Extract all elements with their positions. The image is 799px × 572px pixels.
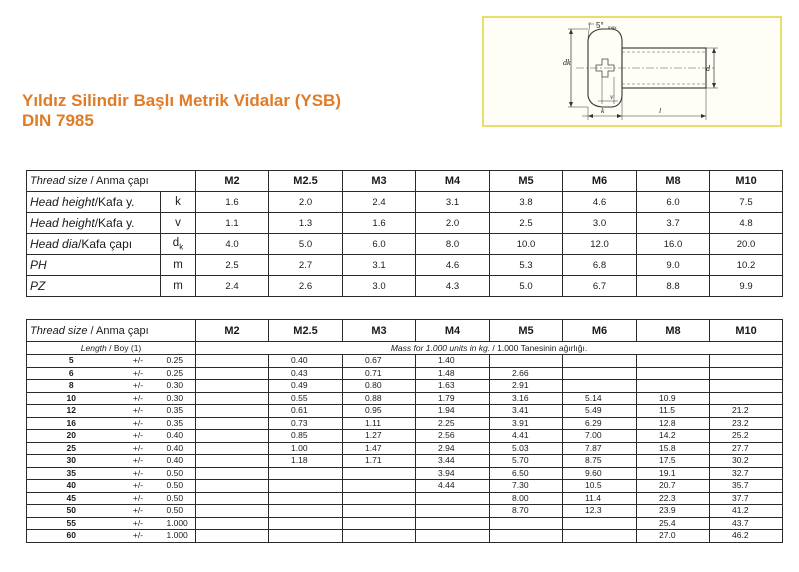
length-value: 16 xyxy=(27,417,116,430)
mass-value xyxy=(269,517,343,530)
size-header: M4 xyxy=(416,320,490,342)
size-header: M6 xyxy=(563,320,637,342)
dimension-symbol: m xyxy=(161,255,196,276)
dimension-value: 4.6 xyxy=(563,192,637,213)
dimension-value: 6.0 xyxy=(637,192,710,213)
tolerance-value: 0.25 xyxy=(161,355,196,368)
length-value: 20 xyxy=(27,430,116,443)
mass-value: 1.63 xyxy=(416,380,490,393)
dimension-value: 3.7 xyxy=(637,213,710,234)
tolerance-sign: +/- xyxy=(116,405,161,418)
dimension-symbol: k xyxy=(161,192,196,213)
mass-value: 8.75 xyxy=(563,455,637,468)
mass-value xyxy=(196,405,269,418)
dimension-value: 2.0 xyxy=(269,192,343,213)
mass-value: 37.7 xyxy=(710,492,783,505)
mass-value xyxy=(269,467,343,480)
mass-value xyxy=(269,480,343,493)
dimension-value: 8.8 xyxy=(637,276,710,297)
mass-value: 11.5 xyxy=(637,405,710,418)
mass-value: 27.7 xyxy=(710,442,783,455)
mass-value xyxy=(343,480,416,493)
mass-row xyxy=(27,492,783,505)
mass-value: 41.2 xyxy=(710,505,783,518)
dimensions-table xyxy=(26,170,783,297)
dimension-value: 4.0 xyxy=(196,234,269,255)
mass-value: 11.4 xyxy=(563,492,637,505)
mass-value xyxy=(490,530,563,543)
label-v: v xyxy=(610,92,614,101)
dimension-value: 2.0 xyxy=(416,213,490,234)
mass-value: 0.73 xyxy=(269,417,343,430)
mass-value xyxy=(343,492,416,505)
tolerance-sign: +/- xyxy=(116,430,161,443)
length-value: 40 xyxy=(27,480,116,493)
mass-value xyxy=(196,492,269,505)
dimension-value: 1.6 xyxy=(343,213,416,234)
mass-value xyxy=(416,517,490,530)
dimension-value: 10.2 xyxy=(710,255,783,276)
length-value: 6 xyxy=(27,367,116,380)
mass-value xyxy=(196,430,269,443)
mass-value xyxy=(196,367,269,380)
mass-value: 8.00 xyxy=(490,492,563,505)
dimension-value: 5.3 xyxy=(490,255,563,276)
dimension-value: 3.0 xyxy=(343,276,416,297)
mass-value: 0.40 xyxy=(269,355,343,368)
mass-value xyxy=(563,530,637,543)
mass-value: 2.25 xyxy=(416,417,490,430)
tolerance-value: 0.50 xyxy=(161,492,196,505)
mass-value: 0.55 xyxy=(269,392,343,405)
length-value: 8 xyxy=(27,380,116,393)
mass-value: 0.80 xyxy=(343,380,416,393)
tolerance-sign: +/- xyxy=(116,530,161,543)
tolerance-value: 0.30 xyxy=(161,392,196,405)
dimension-value: 5.0 xyxy=(269,234,343,255)
tolerance-value: 1.000 xyxy=(161,530,196,543)
mass-value: 3.91 xyxy=(490,417,563,430)
mass-value: 1.71 xyxy=(343,455,416,468)
mass-value xyxy=(269,492,343,505)
mass-value: 35.7 xyxy=(710,480,783,493)
tolerance-value: 0.40 xyxy=(161,455,196,468)
mass-value xyxy=(269,505,343,518)
size-header: M10 xyxy=(710,320,783,342)
length-value: 50 xyxy=(27,505,116,518)
mass-value xyxy=(416,505,490,518)
length-value: 35 xyxy=(27,467,116,480)
size-header: M2.5 xyxy=(269,171,343,192)
dimension-value: 1.6 xyxy=(196,192,269,213)
mass-value: 21.2 xyxy=(710,405,783,418)
mass-row xyxy=(27,417,783,430)
mass-row xyxy=(27,517,783,530)
mass-value xyxy=(710,380,783,393)
mass-value: 5.70 xyxy=(490,455,563,468)
tolerance-sign: +/- xyxy=(116,380,161,393)
dimension-value: 12.0 xyxy=(563,234,637,255)
mass-value xyxy=(343,505,416,518)
mass-value: 23.2 xyxy=(710,417,783,430)
tolerance-sign: +/- xyxy=(116,467,161,480)
tolerance-sign: +/- xyxy=(116,517,161,530)
dimensions-header-row xyxy=(27,171,783,192)
tolerance-sign: +/- xyxy=(116,492,161,505)
mass-row xyxy=(27,442,783,455)
dimension-label: PH xyxy=(27,255,161,276)
dimension-value: 2.7 xyxy=(269,255,343,276)
mass-value: 2.66 xyxy=(490,367,563,380)
mass-row xyxy=(27,480,783,493)
dimension-row xyxy=(27,234,783,255)
length-value: 30 xyxy=(27,455,116,468)
dimension-symbol: $d_k$ xyxy=(161,234,196,255)
tolerance-value: 0.25 xyxy=(161,367,196,380)
mass-value xyxy=(637,367,710,380)
dimension-symbol: m xyxy=(161,276,196,297)
tolerance-sign: +/- xyxy=(116,355,161,368)
size-header: M3 xyxy=(343,171,416,192)
size-header: M2 xyxy=(196,320,269,342)
label-angle: 5° xyxy=(596,21,604,30)
mass-value xyxy=(563,517,637,530)
mass-value: 1.11 xyxy=(343,417,416,430)
mass-value: 1.27 xyxy=(343,430,416,443)
mass-value xyxy=(196,355,269,368)
size-header: M8 xyxy=(637,320,710,342)
mass-value xyxy=(196,480,269,493)
mass-row xyxy=(27,355,783,368)
label-d: d xyxy=(706,64,710,73)
mass-value: 17.5 xyxy=(637,455,710,468)
tolerance-value: 0.50 xyxy=(161,467,196,480)
dimension-value: 1.1 xyxy=(196,213,269,234)
tolerance-value: 0.50 xyxy=(161,505,196,518)
mass-row xyxy=(27,530,783,543)
mass-value: 0.85 xyxy=(269,430,343,443)
mass-value: 5.14 xyxy=(563,392,637,405)
mass-value: 5.49 xyxy=(563,405,637,418)
mass-value: 32.7 xyxy=(710,467,783,480)
tolerance-value: 0.40 xyxy=(161,430,196,443)
mass-value: 25.2 xyxy=(710,430,783,443)
mass-row xyxy=(27,367,783,380)
dimension-value: 2.5 xyxy=(490,213,563,234)
mass-row xyxy=(27,380,783,393)
mass-value xyxy=(343,530,416,543)
tolerance-sign: +/- xyxy=(116,442,161,455)
dimension-value: 2.5 xyxy=(196,255,269,276)
tolerance-value: 1.000 xyxy=(161,517,196,530)
label-k: k xyxy=(601,106,605,115)
mass-value xyxy=(490,355,563,368)
mass-value xyxy=(269,530,343,543)
mass-value: 4.44 xyxy=(416,480,490,493)
dimension-label: Head height/Kafa y. xyxy=(27,213,161,234)
mass-value xyxy=(196,442,269,455)
mass-value: 7.30 xyxy=(490,480,563,493)
dimension-value: 8.0 xyxy=(416,234,490,255)
mass-header-row xyxy=(27,320,783,342)
mass-value: 9.60 xyxy=(563,467,637,480)
tolerance-value: 0.35 xyxy=(161,417,196,430)
mass-value xyxy=(710,355,783,368)
mass-value xyxy=(196,505,269,518)
mass-value: 7.00 xyxy=(563,430,637,443)
mass-value: 2.56 xyxy=(416,430,490,443)
tolerance-sign: +/- xyxy=(116,392,161,405)
mass-value xyxy=(196,380,269,393)
length-value: 10 xyxy=(27,392,116,405)
mass-value: 6.29 xyxy=(563,417,637,430)
mass-value xyxy=(196,417,269,430)
mass-table xyxy=(26,319,783,543)
mass-value: 10.5 xyxy=(563,480,637,493)
size-header: M10 xyxy=(710,171,783,192)
length-value: 45 xyxy=(27,492,116,505)
mass-value xyxy=(343,467,416,480)
size-header: M8 xyxy=(637,171,710,192)
dimension-value: 3.1 xyxy=(343,255,416,276)
tolerance-sign: +/- xyxy=(116,417,161,430)
mass-value xyxy=(637,355,710,368)
mass-value xyxy=(490,517,563,530)
mass-value: 14.2 xyxy=(637,430,710,443)
mass-value: 25.4 xyxy=(637,517,710,530)
mass-value: 10.9 xyxy=(637,392,710,405)
size-header: M5 xyxy=(490,320,563,342)
dimension-label: Head height/Kafa y. xyxy=(27,192,161,213)
mass-row xyxy=(27,405,783,418)
dimension-value: 9.9 xyxy=(710,276,783,297)
dimension-value: 1.3 xyxy=(269,213,343,234)
mass-value: 1.79 xyxy=(416,392,490,405)
dimension-label: Head dia/Kafa çapı xyxy=(27,234,161,255)
dimension-value: 6.0 xyxy=(343,234,416,255)
mass-value: 4.41 xyxy=(490,430,563,443)
mass-value: 3.94 xyxy=(416,467,490,480)
mass-value: 7.87 xyxy=(563,442,637,455)
thread-size-label: Thread size / Anma çapı xyxy=(27,320,196,342)
tolerance-value: 0.50 xyxy=(161,480,196,493)
dimension-value: 2.4 xyxy=(343,192,416,213)
mass-row xyxy=(27,430,783,443)
dimension-value: 16.0 xyxy=(637,234,710,255)
dimension-value: 6.7 xyxy=(563,276,637,297)
dimension-value: 2.4 xyxy=(196,276,269,297)
dimension-value: 7.5 xyxy=(710,192,783,213)
mass-value xyxy=(710,367,783,380)
tolerance-sign: +/- xyxy=(116,480,161,493)
dimension-value: 2.6 xyxy=(269,276,343,297)
mass-value: 30.2 xyxy=(710,455,783,468)
mass-value: 5.03 xyxy=(490,442,563,455)
tolerance-sign: +/- xyxy=(116,455,161,468)
dimension-row xyxy=(27,213,783,234)
mass-value xyxy=(343,517,416,530)
mass-value: 27.0 xyxy=(637,530,710,543)
mass-row xyxy=(27,455,783,468)
length-value: 5 xyxy=(27,355,116,368)
screw-technical-drawing xyxy=(482,16,782,127)
mass-value xyxy=(196,455,269,468)
mass-value xyxy=(196,530,269,543)
mass-value xyxy=(563,367,637,380)
mass-value: 8.70 xyxy=(490,505,563,518)
dimension-value: 10.0 xyxy=(490,234,563,255)
mass-value xyxy=(416,530,490,543)
mass-value: 12.3 xyxy=(563,505,637,518)
mass-subheader-row xyxy=(27,342,783,355)
dimension-row xyxy=(27,276,783,297)
mass-value xyxy=(710,392,783,405)
size-header: M4 xyxy=(416,171,490,192)
dimension-label: PZ xyxy=(27,276,161,297)
mass-value: 1.94 xyxy=(416,405,490,418)
mass-value: 2.94 xyxy=(416,442,490,455)
mass-value: 3.41 xyxy=(490,405,563,418)
mass-value: 22.3 xyxy=(637,492,710,505)
mass-value: 1.40 xyxy=(416,355,490,368)
mass-row xyxy=(27,467,783,480)
mass-value: 20.7 xyxy=(637,480,710,493)
length-value: 25 xyxy=(27,442,116,455)
mass-value: 3.44 xyxy=(416,455,490,468)
size-header: M2.5 xyxy=(269,320,343,342)
mass-value xyxy=(416,492,490,505)
mass-value: 1.18 xyxy=(269,455,343,468)
length-label: Length / Boy (1) xyxy=(27,342,196,355)
label-angle-max: max xyxy=(608,25,617,30)
label-dk: dk xyxy=(563,58,571,67)
screw-diagram xyxy=(484,18,780,125)
tolerance-value: 0.40 xyxy=(161,442,196,455)
size-header: M6 xyxy=(563,171,637,192)
mass-value: 43.7 xyxy=(710,517,783,530)
dimension-symbol: v xyxy=(161,213,196,234)
dimension-value: 9.0 xyxy=(637,255,710,276)
mass-value: 1.00 xyxy=(269,442,343,455)
mass-value: 0.43 xyxy=(269,367,343,380)
mass-value: 0.61 xyxy=(269,405,343,418)
tolerance-sign: +/- xyxy=(116,367,161,380)
size-header: M3 xyxy=(343,320,416,342)
mass-value: 1.47 xyxy=(343,442,416,455)
length-value: 12 xyxy=(27,405,116,418)
dimension-value: 6.8 xyxy=(563,255,637,276)
dimension-value: 4.6 xyxy=(416,255,490,276)
mass-row xyxy=(27,505,783,518)
dimension-row xyxy=(27,192,783,213)
mass-value xyxy=(196,392,269,405)
size-header: M2 xyxy=(196,171,269,192)
mass-value: 46.2 xyxy=(710,530,783,543)
mass-value: 1.48 xyxy=(416,367,490,380)
length-value: 55 xyxy=(27,517,116,530)
dimension-value: 4.3 xyxy=(416,276,490,297)
size-header: M5 xyxy=(490,171,563,192)
tolerance-value: 0.35 xyxy=(161,405,196,418)
mass-value xyxy=(196,467,269,480)
mass-value: 23.9 xyxy=(637,505,710,518)
thread-size-label: Thread size / Anma çapı xyxy=(27,171,196,192)
standard-code: DIN 7985 xyxy=(22,111,94,130)
mass-row xyxy=(27,392,783,405)
mass-value xyxy=(196,517,269,530)
mass-value: 6.50 xyxy=(490,467,563,480)
tolerance-value: 0.30 xyxy=(161,380,196,393)
dimension-value: 5.0 xyxy=(490,276,563,297)
dimension-row xyxy=(27,255,783,276)
mass-value: 19.1 xyxy=(637,467,710,480)
mass-value: 12.8 xyxy=(637,417,710,430)
mass-value: 0.49 xyxy=(269,380,343,393)
dimension-value: 3.0 xyxy=(563,213,637,234)
mass-value: 0.95 xyxy=(343,405,416,418)
mass-value xyxy=(637,380,710,393)
mass-value: 0.67 xyxy=(343,355,416,368)
tolerance-sign: +/- xyxy=(116,505,161,518)
mass-value: 0.88 xyxy=(343,392,416,405)
mass-value: 0.71 xyxy=(343,367,416,380)
dimension-value: 3.1 xyxy=(416,192,490,213)
label-l: l xyxy=(659,106,662,115)
mass-value xyxy=(563,355,637,368)
dimension-value: 20.0 xyxy=(710,234,783,255)
mass-value: 3.16 xyxy=(490,392,563,405)
mass-note: Mass for 1.000 units in kg. / 1.000 Tanesinin ağırlığı. xyxy=(196,342,783,355)
length-value: 60 xyxy=(27,530,116,543)
mass-value: 15.8 xyxy=(637,442,710,455)
page-title: Yıldız Silindir Başlı Metrik Vidalar (YSB) xyxy=(22,91,341,110)
dimension-value: 3.8 xyxy=(490,192,563,213)
mass-value xyxy=(563,380,637,393)
dimension-value: 4.8 xyxy=(710,213,783,234)
mass-value: 2.91 xyxy=(490,380,563,393)
